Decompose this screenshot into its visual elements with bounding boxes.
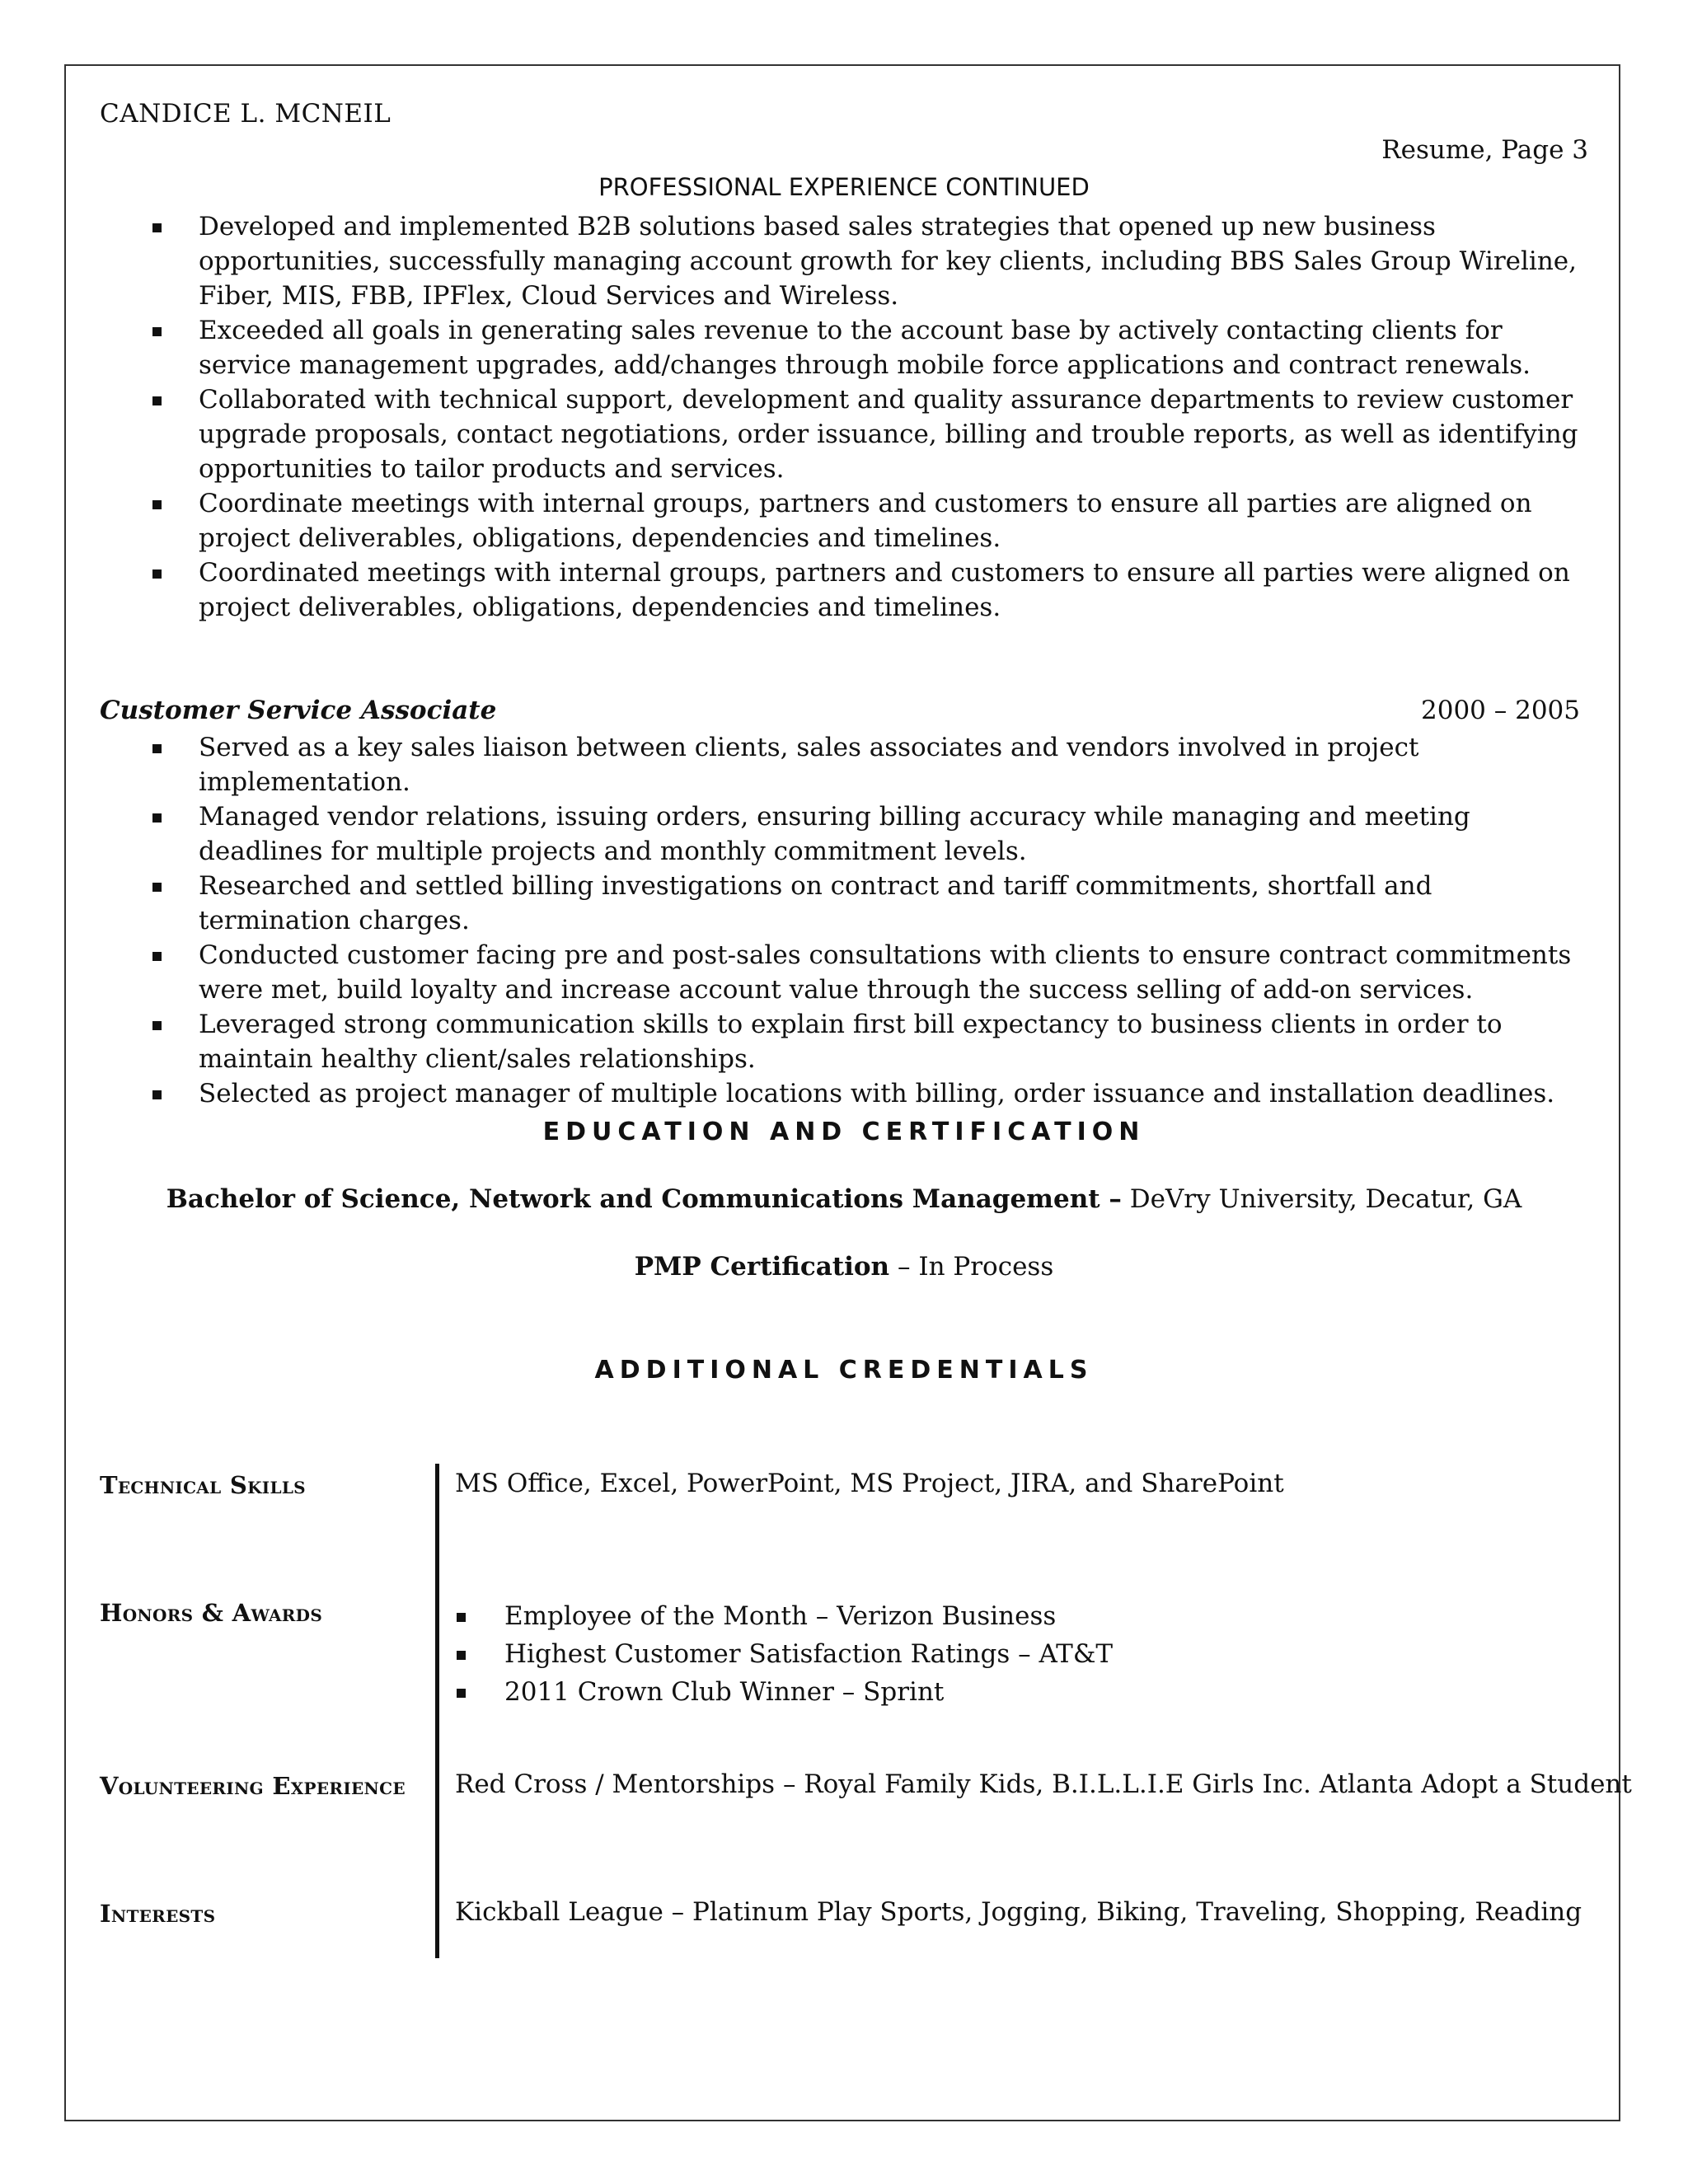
certification-status: – In Process (889, 1252, 1054, 1282)
credentials-divider (435, 1464, 439, 1958)
interests-value: Kickball League – Platinum Play Sports, Jogging, Biking, Traveling, Shopping, Reading (455, 1897, 1582, 1927)
bullet-square-icon (152, 883, 162, 892)
list-item: Managed vendor relations, issuing orders, ensuring billing accuracy while managing and meeting deadlines for multiple projects and monthly commitment levels. (0, 799, 1583, 869)
bullet-square-icon (457, 1613, 466, 1622)
degree-line (0, 1184, 1688, 1214)
bullet-square-icon (152, 500, 162, 509)
job-title: Customer Service Associate (100, 696, 497, 725)
volunteering-value: Red Cross / Mentorships – Royal Family Kids, B.I.L.L.I.E Girls Inc. Atlanta Adopt a Student (455, 1769, 1632, 1799)
bullet-square-icon (152, 813, 162, 823)
bullet-square-icon (152, 327, 162, 336)
list-item: Developed and implemented B2B solutions based sales strategies that opened up new business opportunities, successfully managing account growth for key clients, including BBS Sales Group Wireline, Fiber, MIS, FBB, IPFlex, Cloud Services and Wireless. (0, 209, 1583, 313)
credentials-heading: ADDITIONAL CREDENTIALS (594, 1356, 1094, 1385)
bullet-square-icon (152, 569, 162, 579)
interests-label: Interests (100, 1900, 216, 1928)
list-item: Collaborated with technical support, development and quality assurance departments to review customer upgrade proposals, contact negotiations, order issuance, billing and trouble reports, as well as identifying opportunities to tailor products and services. (0, 382, 1583, 486)
candidate-name: CANDICE L. MCNEIL (100, 99, 392, 129)
honors-awards-label: Honors & Awards (100, 1599, 323, 1627)
list-item: Employee of the Month – Verizon Business (455, 1597, 1113, 1635)
list-item: Leveraged strong communication skills to explain first bill expectancy to business clients in order to maintain healthy client/sales relationships. (0, 1007, 1583, 1076)
technical-skills-label: Technical Skills (100, 1471, 306, 1499)
certification-line (0, 1252, 1688, 1282)
bullet-square-icon (152, 1021, 162, 1030)
technical-skills-value: MS Office, Excel, PowerPoint, MS Project, JIRA, and SharePoint (455, 1469, 1284, 1498)
bullet-square-icon (152, 223, 162, 232)
list-item: Conducted customer facing pre and post-sales consultations with clients to ensure contract commitments were met, build loyalty and increase account value through the success selling of add-on services. (0, 938, 1583, 1007)
bullet-square-icon (152, 744, 162, 753)
certification-title: PMP Certification (634, 1252, 890, 1282)
job-bullet-list (0, 730, 1583, 1111)
list-item: Coordinate meetings with internal groups, partners and customers to ensure all parties are aligned on project deliverables, obligations, dependencies and timelines. (0, 486, 1583, 555)
bullet-square-icon (457, 1651, 466, 1660)
experience-bullet-list (0, 209, 1583, 625)
page-label: Resume, Page 3 (1381, 135, 1588, 165)
bullet-square-icon (152, 396, 162, 405)
degree-school: DeVry University, Decatur, GA (1121, 1184, 1522, 1214)
bullet-square-icon (152, 1090, 162, 1099)
volunteering-label: Volunteering Experience (100, 1772, 406, 1800)
experience-continued-heading: PROFESSIONAL EXPERIENCE CONTINUED (598, 173, 1090, 201)
bullet-square-icon (457, 1689, 466, 1698)
list-item: Highest Customer Satisfaction Ratings – AT&T (455, 1635, 1113, 1673)
education-heading: EDUCATION AND CERTIFICATION (542, 1118, 1146, 1146)
list-item: Researched and settled billing investigations on contract and tariff commitments, shortfall and termination charges. (0, 869, 1583, 938)
honors-list (455, 1597, 1113, 1711)
job-dates: 2000 – 2005 (1421, 696, 1580, 725)
list-item: 2011 Crown Club Winner – Sprint (455, 1673, 1113, 1711)
bullet-square-icon (152, 952, 162, 961)
list-item: Exceeded all goals in generating sales revenue to the account base by actively contacting clients for service management upgrades, add/changes through mobile force applications and contract renewals. (0, 313, 1583, 382)
list-item: Selected as project manager of multiple locations with billing, order issuance and installation deadlines. (0, 1076, 1583, 1111)
degree-title: Bachelor of Science, Network and Communications Management – (166, 1184, 1122, 1214)
list-item: Served as a key sales liaison between clients, sales associates and vendors involved in project implementation. (0, 730, 1583, 799)
list-item: Coordinated meetings with internal groups, partners and customers to ensure all parties were aligned on project deliverables, obligations, dependencies and timelines. (0, 555, 1583, 625)
